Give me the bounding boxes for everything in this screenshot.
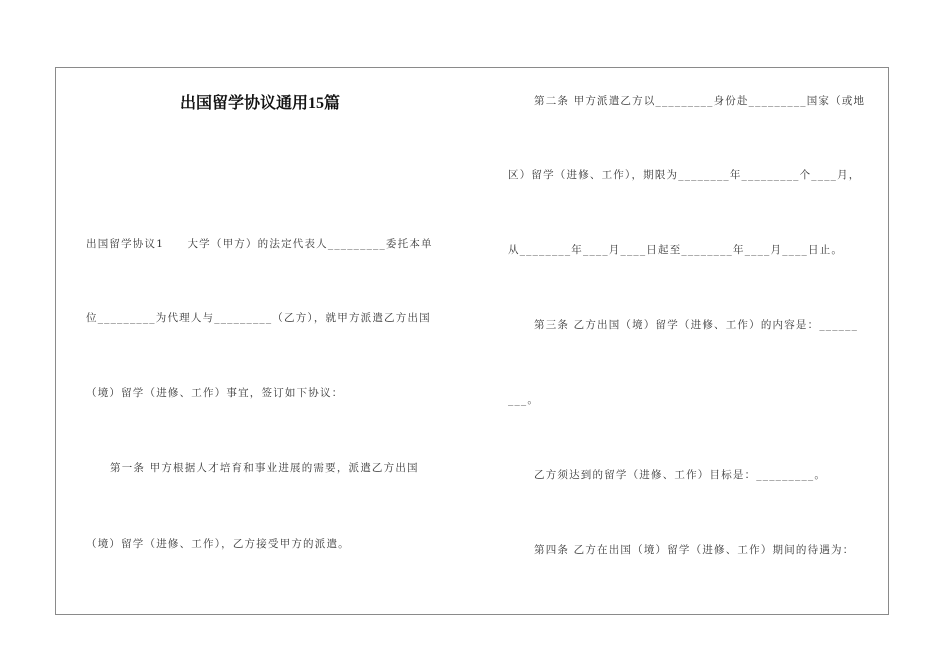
text-line: 乙方须达到的留学（进修、工作）目标是：_________。 <box>534 469 827 481</box>
text-line: ___。 <box>508 394 540 406</box>
text-line: （境）留学（进修、工作）事宜，签订如下协议： <box>86 387 344 399</box>
text-line: 第四条 乙方在出国（境）留学（进修、工作）期间的待遇为： <box>534 544 855 556</box>
text-line: 位_________为代理人与_________（乙方），就甲方派遣乙方出国 <box>86 312 431 324</box>
text-line: 从________年____月____日起至________年____月____日止。 <box>508 244 844 256</box>
text-line: 出国留学协议1 大学（甲方）的法定代表人_________委托本单 <box>86 238 433 250</box>
text-line: （境）留学（进修、工作），乙方接受甲方的派遣。 <box>86 538 350 550</box>
text-line: 第三条 乙方出国（境）留学（进修、工作）的内容是：______ <box>534 319 859 331</box>
text-line: 第一条 甲方根据人才培育和事业进展的需要，派遣乙方出国 <box>110 462 419 474</box>
page-border <box>55 67 889 615</box>
text-line: 区）留学（进修、工作），期限为________年_________个____月， <box>508 169 861 181</box>
document-title: 出国留学协议通用15篇 <box>179 95 340 112</box>
text-line: 第二条 甲方派遣乙方以_________身份赴_________国家（或地 <box>534 95 866 107</box>
